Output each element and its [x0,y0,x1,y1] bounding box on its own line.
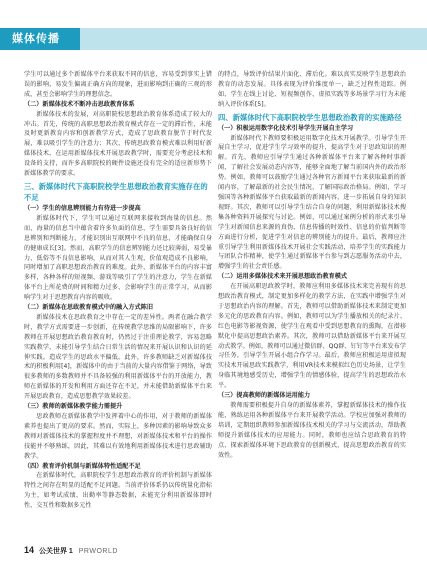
paragraph: 的特点，导致评价结果片面化、滞后化。难以真实反映学生思想政治教育的动态发展。具体表现为评价维度单一，缺乏过程性追踪。例如，学生在线上讨论、短视频创作、虚拟实践等多场景学习行为未能纳入评价体系[5]。 [218,71,406,108]
subsection-heading: （三）教师的新媒体教学能力需提升 [24,403,123,411]
subsection-heading: （二）新媒体技术不断冲击思政教育体系 [24,100,135,108]
paragraph: 教师需要积极提升自身的新媒体素养，掌握新媒体技术的操作技能，熟练运用各种新媒体平台来开展教学活动。学校应加强对教师的培训，定期组织教师参加新媒体技术相关的学习与交流活动，帮助教师提升新媒体技术的应用能力。同时，教师也应结合思政教育的特点，探索新媒体环境下思政教育的创新模式，提高思想政治教育的实效性。 [218,402,406,459]
page-number: 14 [24,545,35,555]
subsection-heading: （四）教育评价机制与新媒体特性适配不足 [24,462,141,470]
section-heading: 四、新媒体时代下高职院校学生思想政治教育的实施路径 [218,112,402,122]
section-tag: 媒体传播 [0,28,80,50]
paragraph: 新媒体技术在思政教育之中存在一定的差异性。两者在融合教学时，教学方式需要进一步创新，在传统教学思维的局限影响下，许多教师在开展思想政治教育教育时，仍然过于注重理论教学，容易忽略实践教学，未能引导学生结合日常生活的情况来开展认识和认识的延伸实践。造成学生的思政水平偏低。此外，许多教师缺乏对新媒体技术的积极利用[4]，新媒体中的由于当前的大量内容借鉴于网络，导致很多教师的多数教师并不具备较强的利用新媒体平台的开放能力，教师在新媒体的开发和利用方面还存在不足，并未能借助新媒体平台来开展思政教育，造成思想教学效果较差。 [24,313,212,401]
subsection-heading: （二）运用多媒体技术来开展思想政治教育模式 [218,273,348,281]
subsection-heading: （二）新媒体在思政教育模式中的融入方式陈旧 [24,304,154,312]
subsection-heading: （三）提高教师的新媒体运用能力 [218,392,311,400]
subsection-heading: （一）积极运用数字化技术引导学生开展自主学习 [218,124,354,132]
page-footer [24,545,118,556]
paragraph: 新媒体时代下，学生可以通过互联网来接收到海量的信息。然而，海量的信息当中蕴含着许多负面的信息，学生需要具备良好的信息辨别和判断能力，才能识别出互联网中不良的信息，才能确保自身的健康成长[3]。然而，高职学生的信息辨别能力还比较薄弱，易受暴力、低俗等不良信息影响，从而对其人生观、价值观造成不良影响，同时增加了高职思想政治教育的难度。此外，新媒体平台的内容丰富多样，各种各样的短视频、游戏等吸引了学生的注意力，学生在新媒体平台上所花费的时间和精力过多，会影响学生的正常学习，从而影响学生对于思想教育内容的吸收。 [24,214,212,302]
paragraph: 在新媒体时代，高职院校学生思想政治教育的评价机制与新媒体特性之间存在明显的适配不足问题。当前评价体系仍以传统量化指标为主，如考试成绩、出勤率等静态数据，未能充分利用新媒体即时性、交互性和数据多元性 [24,472,212,510]
section-heading: 三、新媒体时代下高职院校学生思想政治教育实施存在的不足 [24,181,208,202]
paragraph: 在开展高职思政教学时，教师应利用多媒体技术来完善现有的思想政治教育模式，制定更加多样化的教学方法，在实践中增强学生对于思想政治内容的理解。首先，教师可以借助新媒体技术来制定更加多元化的思政教育内容。例如，教师可以为学生播放相关的纪录片、红色电影等影视资源，使学生在观看中受到思想教育的熏陶，在潜移默化中提高思想政治素养。其次，教师可以借助新媒体平台来开展互动式教学。例如，教师可以通过微信群、QQ群、钉钉等平台来发布学习任务，引导学生开展小组合作学习。最后，教师应积极运用虚拟现实技术开展思政实践教学，利用VR技术来模拟红色历史场景，让学生身临其境地感受历史，增强学生的情感体验，提高学生的思想政治水平。 [218,283,406,390]
paragraph: 新媒体技术的发展，对高职院校思想政治教育体系造成了较大的冲击。首先，传统的高职思想政治教育模式存在一定的滞后性，未能及时更新教育内容和创新教学方式，造成了思政教育脱节于时代发展，难以吸引学生的注意力；其次，传统思政教育模式难以利用好新媒体技术，在运用新媒体技术开展思政教学时，需要充分考虑技术和设备的支持，而许多高职院校的硬件设施还没有完全的适应新形势下新媒体教学的要求。 [24,110,212,178]
paragraph: 思政教师在新媒体教学中发挥着中心的作用，对于教师的新媒体素养也提出了更高的要求。然而，实际上，多种因素的影响导致众多教师对新媒体技术的掌握程度并不理想，对新媒体技术和平台的操作技能并不够熟练，因此，其难以有效地利用新媒体技术进行思政辅助教学。 [24,413,212,460]
subsection-heading: （一）学生的信息辨别能力有待进一步提高 [24,204,141,212]
right-column [218,70,406,460]
paragraph: 学生可以通过多个新媒体平台来获取不同的信息，容易受到事实上错误的影响，易发生偏离正确方向的现象，进而影响到正确的三观的形成，甚至会影响学生的理想信念。 [24,71,212,98]
paragraph: 新媒体时代下教师要积极运用数字化技术开展教学。引导学生开展自主学习，促进学生学习效率的提升，提高学生对于思政知识的理解。首先，教师应引导学生通过各种新媒体平台来了解各种时事新闻，了解社会发展动态内容等，能够全面地了解当前国内外的政治形势。例如，教师可以鼓励学生通过各种官方新闻平台来获取最新的新闻内容，了解最新的社会民生情况，了解国际政治格局。例如，学习强国等各种新媒体平台获取最新的新闻内容，进一步拓展自身的知识视野。其次，教师可以引导学生结合自身的问题，利用新媒体技术搜集各种资料开展探究与讨论。例如，可以通过案例分析的形式来引导学生对新闻信息来源的真伪、信息传播的时效性、信息的价值判断等方面进行分析，促进学生对信息的辨别能力的提升。最后，教师应注重引导学生利用新媒体技术开展社会实践活动，培养学生的实践能力与团队合作精神，使学生通过新媒体平台参与到志愿服务活动中去，增强学生的社会责任感。 [218,134,406,271]
magazine-name: 公关世界 1 [38,548,73,555]
left-column [24,70,212,511]
magazine-url: PRWORLD [78,548,118,555]
